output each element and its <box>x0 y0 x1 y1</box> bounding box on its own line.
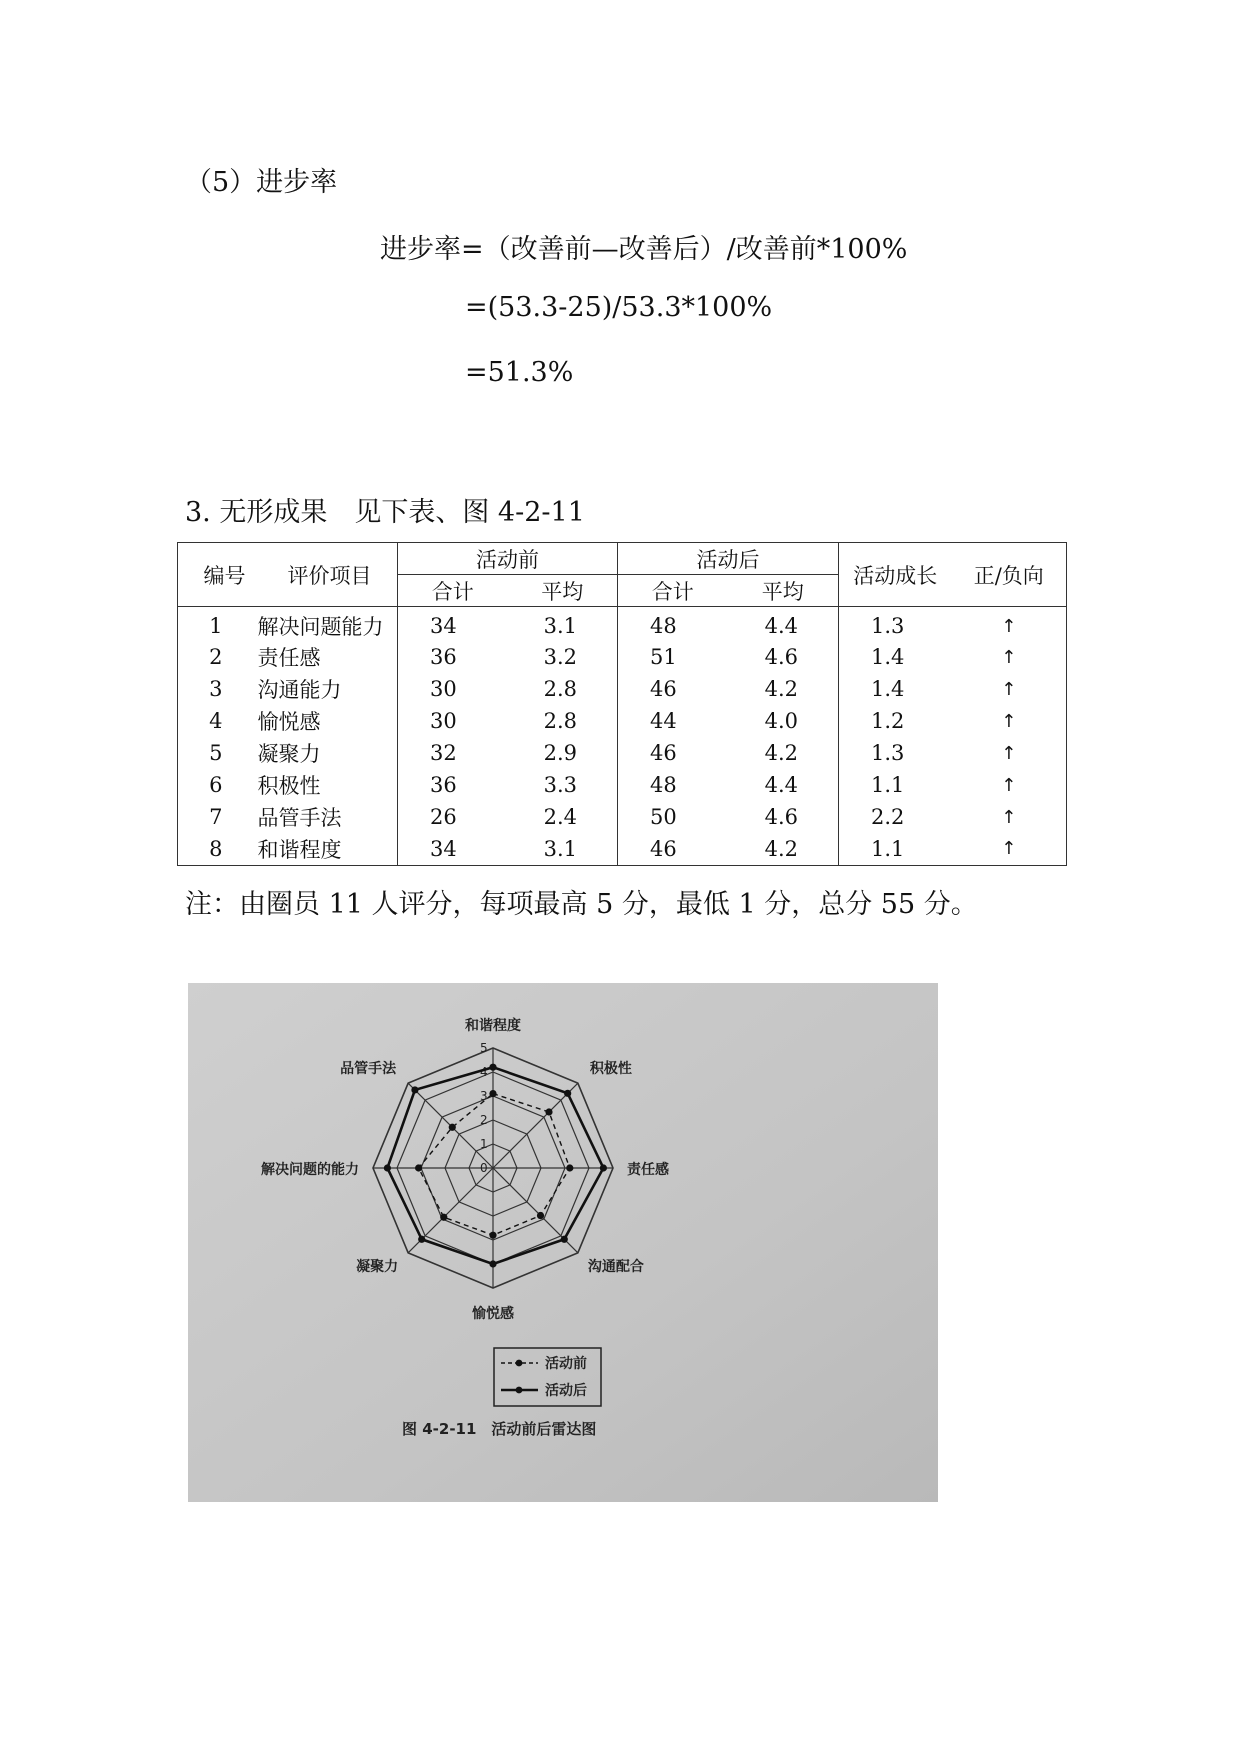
row-no: 1 <box>209 614 223 638</box>
axis-label: 沟通配合 <box>587 1258 644 1275</box>
row-growth: 1.3 <box>839 737 952 769</box>
row-after-avg: 4.2 <box>764 677 798 701</box>
row-after-total: 51 <box>618 641 728 673</box>
series-2-point <box>564 1090 571 1097</box>
row-direction: ↑ <box>1001 615 1017 637</box>
radar-chart <box>188 983 938 1502</box>
row-direction: ↑ <box>1001 678 1017 700</box>
row-after-total: 50 <box>618 801 728 833</box>
row-growth: 1.2 <box>839 705 952 737</box>
intangible-results-table <box>177 542 1067 866</box>
table-note: 注：由圈员 11 人评分，每项最高 5 分，最低 1 分，总分 55 分。 <box>185 889 978 920</box>
row-after-avg: 4.2 <box>764 741 798 765</box>
table-row <box>178 801 1067 833</box>
series-1-point <box>537 1212 544 1219</box>
row-after-avg: 4.6 <box>764 645 798 669</box>
row-after-total: 46 <box>618 833 728 865</box>
header-before-total: 合计 <box>398 575 508 607</box>
row-no: 6 <box>209 773 223 797</box>
row-direction: ↑ <box>1001 646 1017 668</box>
series-2-point <box>489 1064 496 1071</box>
row-after-total: 44 <box>618 705 728 737</box>
row-direction: ↑ <box>1001 710 1017 732</box>
row-before-total: 36 <box>398 769 508 801</box>
row-after-total: 48 <box>618 769 728 801</box>
row-no: 8 <box>209 836 223 861</box>
axis-label: 愉悦感 <box>472 1306 514 1322</box>
axis-label: 积极性 <box>589 1061 632 1078</box>
series-2-point <box>418 1236 425 1243</box>
row-item: 凝聚力 <box>257 742 321 766</box>
axis-label: 责任感 <box>627 1162 669 1178</box>
legend-marker <box>516 1387 523 1394</box>
formula-line-3: =51.3% <box>465 357 574 388</box>
row-direction: ↑ <box>1001 774 1017 796</box>
row-no: 4 <box>209 709 223 733</box>
row-after-avg: 4.6 <box>764 805 798 829</box>
legend-marker <box>516 1360 523 1367</box>
row-before-total: 30 <box>398 673 508 705</box>
header-after-total: 合计 <box>618 575 728 607</box>
table-row <box>178 705 1067 737</box>
series-2-point <box>600 1164 607 1171</box>
radar-chart-photo <box>188 983 938 1502</box>
row-direction: ↑ <box>1001 742 1017 764</box>
legend-label: 活动后 <box>545 1383 587 1399</box>
row-direction: ↑ <box>1001 806 1017 828</box>
legend-label: 活动前 <box>545 1356 587 1372</box>
formula-line-2: =(53.3-25)/53.3*100% <box>465 292 773 323</box>
section-3-title: 3. 无形成果 见下表、图 4-2-11 <box>185 497 585 528</box>
row-no: 2 <box>209 645 223 669</box>
series-1-point <box>415 1164 422 1171</box>
row-item: 沟通能力 <box>257 678 342 702</box>
row-before-avg: 3.2 <box>543 645 577 669</box>
row-before-total: 30 <box>398 705 508 737</box>
row-before-total: 32 <box>398 737 508 769</box>
row-no: 3 <box>209 677 223 701</box>
row-before-total: 34 <box>398 607 508 642</box>
row-no: 5 <box>209 741 223 765</box>
row-before-total: 36 <box>398 641 508 673</box>
header-growth: 活动成长 <box>839 543 952 607</box>
series-2-point <box>489 1260 496 1267</box>
row-growth: 2.2 <box>839 801 952 833</box>
table-row <box>178 673 1067 705</box>
table-row <box>178 641 1067 673</box>
row-item: 积极性 <box>257 774 321 798</box>
row-before-avg: 3.3 <box>543 773 577 797</box>
scale-tick: 4 <box>480 1065 488 1079</box>
header-before-avg: 平均 <box>508 575 618 607</box>
row-item: 愉悦感 <box>257 710 321 734</box>
row-growth: 1.4 <box>839 673 952 705</box>
series-1-point <box>489 1090 496 1097</box>
row-item: 品管手法 <box>257 806 342 830</box>
row-item: 责任感 <box>257 646 321 670</box>
row-after-total: 46 <box>618 673 728 705</box>
header-direction: 正/负向 <box>952 543 1067 607</box>
header-no-item: 编号 评价项目 <box>178 543 398 607</box>
row-after-total: 46 <box>618 737 728 769</box>
table-row <box>178 607 1067 642</box>
section-5-title: （5）进步率 <box>185 167 338 198</box>
scale-tick: 0 <box>480 1161 488 1175</box>
row-before-avg: 2.4 <box>543 805 577 829</box>
series-1-point <box>566 1164 573 1171</box>
row-direction: ↑ <box>1001 838 1017 860</box>
row-before-avg: 3.1 <box>543 614 577 638</box>
row-before-total: 34 <box>398 833 508 865</box>
row-no: 7 <box>209 805 223 829</box>
row-item: 解决问题能力 <box>257 615 384 639</box>
header-after: 活动后 <box>618 543 839 575</box>
series-2-point <box>561 1236 568 1243</box>
series-1-point <box>545 1108 552 1115</box>
series-2-point <box>411 1086 418 1093</box>
row-after-avg: 4.4 <box>764 773 798 797</box>
scale-tick: 5 <box>480 1041 488 1055</box>
series-1-point <box>440 1214 447 1221</box>
row-after-avg: 4.0 <box>764 709 798 733</box>
table-row <box>178 737 1067 769</box>
row-growth: 1.4 <box>839 641 952 673</box>
row-before-avg: 2.8 <box>543 709 577 733</box>
series-1-point <box>489 1232 496 1239</box>
axis-label: 凝聚力 <box>356 1258 399 1275</box>
row-growth: 1.1 <box>839 833 952 865</box>
axis-label: 和谐程度 <box>465 1018 521 1034</box>
row-after-avg: 4.2 <box>764 836 798 861</box>
formula-line-1: 进步率=（改善前—改善后）/改善前*100% <box>380 234 908 265</box>
axis-label: 解决问题的能力 <box>261 1162 359 1178</box>
row-before-total: 26 <box>398 801 508 833</box>
row-after-total: 48 <box>618 607 728 642</box>
row-growth: 1.3 <box>839 607 952 642</box>
scale-tick: 2 <box>480 1113 488 1127</box>
row-before-avg: 2.8 <box>543 677 577 701</box>
row-after-avg: 4.4 <box>764 614 798 638</box>
row-growth: 1.1 <box>839 769 952 801</box>
table-row <box>178 769 1067 801</box>
scale-tick: 1 <box>480 1137 488 1151</box>
scale-tick: 3 <box>480 1089 488 1103</box>
header-before: 活动前 <box>398 543 618 575</box>
row-before-avg: 2.9 <box>543 741 577 765</box>
row-item: 和谐程度 <box>257 837 342 862</box>
table-row <box>178 833 1067 865</box>
series-2-point <box>384 1164 391 1171</box>
header-after-avg: 平均 <box>728 575 839 607</box>
axis-label: 品管手法 <box>340 1061 397 1078</box>
row-before-avg: 3.1 <box>543 836 577 861</box>
chart-caption: 图 4-2-11 活动前后雷达图 <box>402 1420 597 1438</box>
series-1-point <box>449 1124 456 1131</box>
